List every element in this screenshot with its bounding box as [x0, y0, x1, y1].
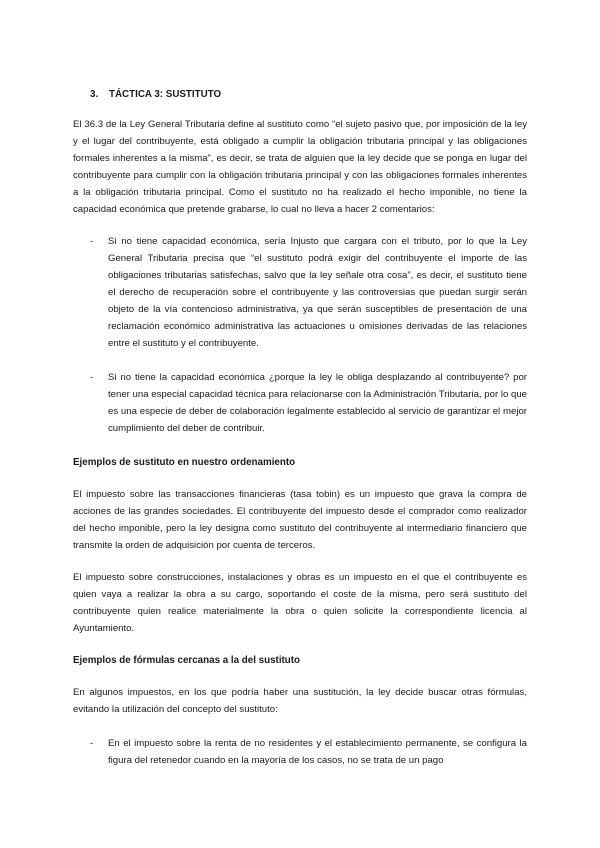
- example-paragraph-tobin: El impuesto sobre las transacciones financieras (tasa tobin) es un impuesto que grava la compra de acciones de las grandes sociedades. El contribuyente del impuesto desde el comprador como realizador del hecho imponible, pero la ley designa como sustituto del contribuyente al intermediario financiero que transmite la orden de adquisición por cuenta de terceros.: [73, 489, 527, 551]
- list-marker: -: [90, 738, 94, 749]
- list-item: [73, 233, 527, 352]
- list-item-text: Si no tiene capacidad económica, sería Injusto que cargara con el tributo, por lo que la Ley General Tributaria precisa que “el sustituto podrá exigir del contribuyente el importe de las obligaciones tributarias satisfechas, salvo que la ley señale otra cosa”, es decir, el sustituto tiene el derecho de recuperación sobre el contribuyente y las controversias que puedan surgir serán objeto de la vía contencioso administrativa, ya que serán susceptibles de presentación de una reclamación económico administrativa las actuaciones u omisiones derivadas de las relaciones entre el sustituto y el contribuyente.: [108, 236, 527, 349]
- intro-paragraph: El 36.3 de la Ley General Tributaria define al sustituto como “el sujeto pasivo que, por imposición de la ley y el lugar del contribuyente, está obligado a cumplir la obligación tributaria principal y las obligaciones formales inherentes a la misma”, es decir, se trata de alguien que la ley decide que se ponga en lugar del contribuyente para cumplir con la obligación tributaria principal y con las obligaciones formales inherentes a la obligación tributaria principal. Como el sustituto no ha realizado el hecho imponible, no tiene la capacidad económica que pretende grabarse, lo cual no lleva a hacer 2 comentarios:: [73, 119, 527, 215]
- list-item: [73, 735, 527, 769]
- list-marker: -: [90, 236, 94, 247]
- list-item-text: Si no tiene la capacidad económica ¿porque la ley le obliga desplazando al contribuyente? por tener una especial capacidad técnica para relacionarse con la Administración Tributaria, por lo que es una especie de deber de colaboración legalmente establecido al servicio de garantizar el mejor cumplimiento del deber de contribuir.: [108, 372, 527, 434]
- list-item: [73, 369, 527, 437]
- list-marker: -: [90, 372, 94, 383]
- comments-list: [73, 233, 527, 437]
- formulas-list: [73, 735, 527, 769]
- formulas-heading: Ejemplos de fórmulas cercanas a la del sustituto: [73, 655, 301, 666]
- formulas-intro: En algunos impuestos, en los que podría haber una sustitución, la ley decide buscar otras fórmulas, evitando la utilización del concepto del sustituto:: [73, 687, 527, 715]
- page-content: [73, 86, 527, 786]
- section-title: TÁCTICA 3: SUSTITUTO: [109, 89, 222, 100]
- examples-heading: Ejemplos de sustituto en nuestro ordenamiento: [73, 457, 296, 468]
- example-paragraph-icio: El impuesto sobre construcciones, instalaciones y obras es un impuesto en el que el contribuyente es quien vaya a realizar la obra a su cargo, soportando el coste de la misma, pero será sustituto del contribuyente quien realice materialmente la obra o quien solicite la correspondiente licencia al Ayuntamiento.: [73, 572, 527, 634]
- section-number: 3.: [90, 89, 99, 100]
- list-item-text: En el impuesto sobre la renta de no residentes y el establecimiento permanente, se configura la figura del retenedor cuando en la mayoría de los casos, no se trata de un pago: [108, 738, 527, 766]
- section-heading: [90, 86, 527, 103]
